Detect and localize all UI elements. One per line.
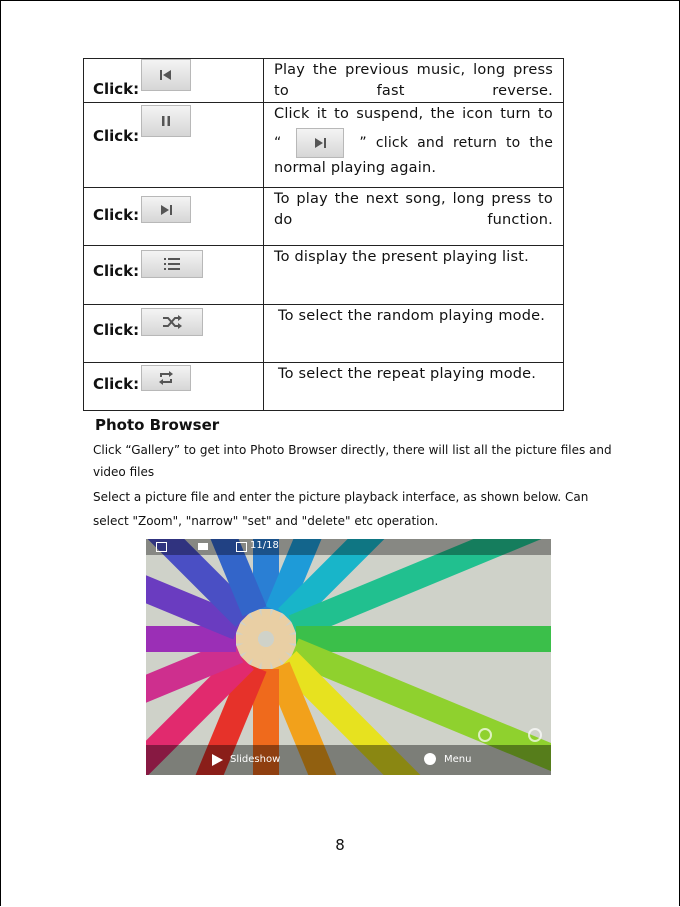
- table-row: [84, 103, 564, 188]
- previous-button[interactable]: [141, 59, 191, 91]
- play-button[interactable]: [296, 128, 344, 158]
- row-description-end: normal playing again.: [274, 160, 437, 176]
- table-row: [84, 188, 564, 246]
- menu-icon[interactable]: [424, 753, 436, 765]
- click-label: Click:: [93, 321, 140, 339]
- repeat-icon: [158, 371, 174, 385]
- click-label: Click:: [93, 262, 140, 280]
- picture-icon: [236, 542, 247, 552]
- repeat-button[interactable]: [141, 365, 191, 391]
- row-description: To select the repeat playing mode.: [264, 363, 564, 411]
- next-button[interactable]: [141, 196, 191, 223]
- shuffle-button[interactable]: [141, 308, 203, 336]
- picture-counter: 11/18: [250, 540, 279, 551]
- table-row: [84, 59, 564, 103]
- menu-button[interactable]: Menu: [444, 754, 472, 765]
- folder-icon[interactable]: [198, 543, 208, 550]
- paragraph-line: video files: [93, 465, 155, 479]
- previous-icon: [159, 69, 173, 81]
- table-row: [84, 363, 564, 411]
- table-row: [84, 305, 564, 363]
- paragraph-line: select "Zoom", "narrow" "set" and "delete" etc operation.: [93, 514, 439, 528]
- click-label: Click:: [93, 375, 140, 393]
- row-description-cont: ” click and return to the: [359, 135, 554, 151]
- playlist-icon: [163, 257, 181, 271]
- table-row: [84, 246, 564, 305]
- pause-button[interactable]: [141, 105, 191, 137]
- slideshow-button[interactable]: Slideshow: [230, 754, 281, 765]
- page-number: 8: [335, 836, 345, 854]
- click-label: Click:: [93, 80, 140, 98]
- zoom-in-icon[interactable]: [528, 728, 542, 742]
- bottom-bar: [146, 745, 551, 775]
- music-controls-table: [83, 58, 564, 411]
- row-description: To play the next song, long press to do function.: [264, 188, 564, 246]
- paragraph-line: Select a picture file and enter the picture playback interface, as shown below. Can: [93, 490, 589, 504]
- open-quote: “: [274, 135, 282, 151]
- shuffle-icon: [162, 315, 182, 329]
- top-bar: [146, 539, 551, 555]
- zoom-out-icon[interactable]: [478, 728, 492, 742]
- photo-browser-screenshot: [146, 539, 551, 775]
- section-heading: Photo Browser: [95, 416, 220, 434]
- pause-icon: [160, 115, 172, 127]
- playlist-button[interactable]: [141, 250, 203, 278]
- click-label: Click:: [93, 206, 140, 224]
- row-description: Click it to suspend, the icon turn to: [274, 106, 553, 122]
- next-icon: [159, 204, 173, 216]
- paragraph-line: Click “Gallery” to get into Photo Browser directly, there will list all the picture files and: [93, 443, 612, 457]
- play-icon[interactable]: [212, 754, 223, 766]
- row-description: To display the present playing list.: [264, 246, 564, 305]
- row-description: To select the random playing mode.: [264, 305, 564, 363]
- click-label: Click:: [93, 127, 140, 145]
- row-description: Play the previous music, long press to fast reverse.: [264, 59, 564, 103]
- gallery-icon[interactable]: [156, 542, 167, 552]
- play-icon: [313, 137, 327, 149]
